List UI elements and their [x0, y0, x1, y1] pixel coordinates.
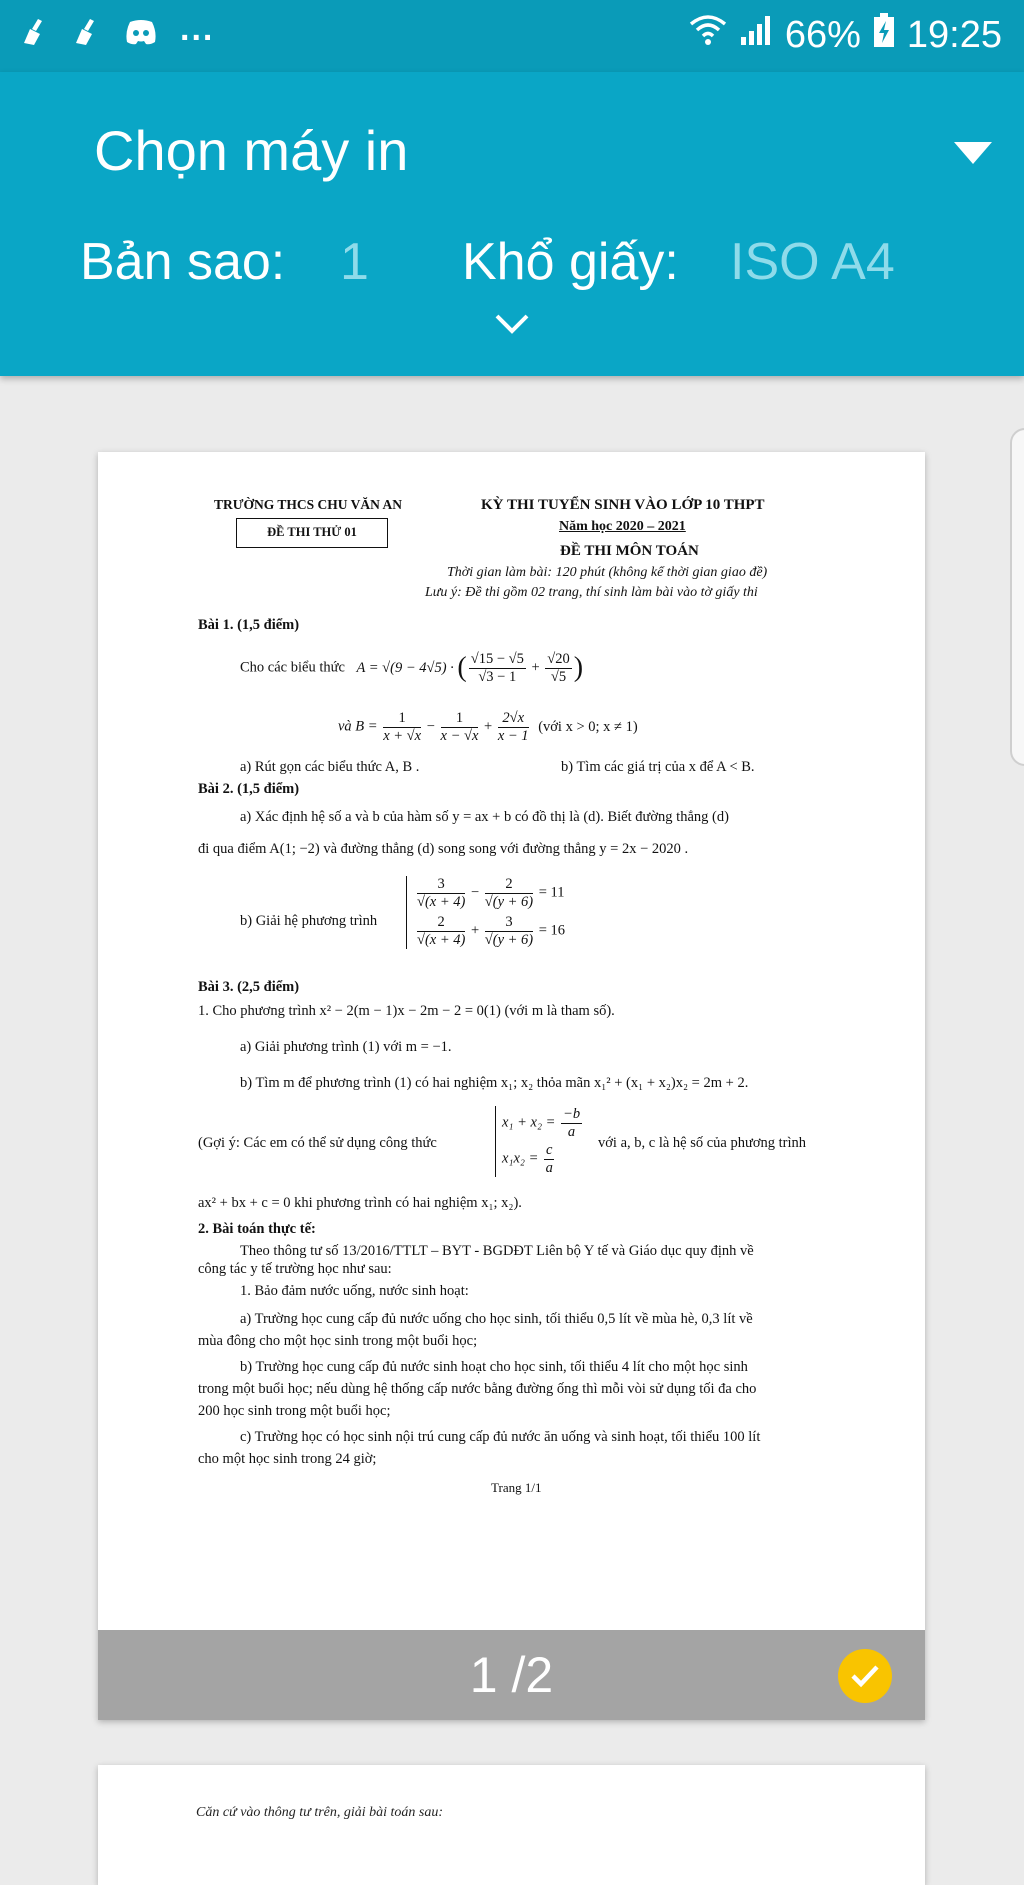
exam-note: Lưu ý: Đề thi gồm 02 trang, thí sinh làm bài vào tờ giấy thi	[425, 585, 758, 600]
exam-subject: ĐỀ THI MÔN TOÁN	[560, 543, 699, 559]
bai2-title: Bài 2. (1,5 điểm)	[198, 781, 300, 797]
status-bar	[0, 0, 1024, 72]
chevron-down-icon[interactable]	[952, 140, 994, 171]
bai3-part-b: b) Tìm m để phương trình (1) có hai nghiệm x₁; x₂ thỏa mãn x₁² + (x₁ + x₂)x₂ = 2m + 2.	[240, 1075, 749, 1091]
exam-code: ĐỀ THI THỬ 01	[236, 518, 388, 548]
equation-system: $\frac{3}{√(x + 4)}$ − $\frac{2}{√(y + 6)}$ = 11 $\frac{2}{√(x + 4)}$ + $\frac{3}{√(y + 6)}$ = 16	[406, 876, 565, 949]
part2-b1: b) Trường học cung cấp đủ nước sinh hoạt cho học sinh, tối thiểu 4 lít cho một học sinh	[240, 1359, 748, 1375]
page-preview-2[interactable]	[98, 1765, 925, 1885]
bai2-part-a2: đi qua điểm A(1; −2) và đường thẳng (d) song song với đường thẳng y = 2x − 2020 .	[198, 841, 689, 857]
copies-input[interactable]: 1	[340, 233, 369, 291]
school-name: TRƯỜNG THCS CHU VĂN AN	[214, 497, 403, 512]
bai1-expr-a: Cho các biểu thức A = √(9 − 4√5) · ( $\frac{√15 - √5}{√3 - 1}$ + $\frac{√20}{√5}$ )	[240, 651, 584, 685]
hint-line2: ax² + bx + c = 0 khi phương trình có hai nghiệm x₁; x₂).	[198, 1195, 522, 1211]
signal-icon	[739, 13, 773, 57]
vieta-formulas: x₁ + x₂ = $\frac{-b}{a}$ x₁x₂ = $\frac{c}{a}$	[495, 1106, 584, 1177]
paper-size-select[interactable]: ISO A4	[730, 233, 895, 291]
hint-end: với a, b, c là hệ số của phương trình	[598, 1135, 807, 1151]
part2-a1: a) Trường học cung cấp đủ nước uống cho học sinh, tối thiểu 0,5 lít về mùa hè, 0,3 lít về	[240, 1311, 753, 1327]
part2-title: 2. Bài toán thực tế:	[198, 1221, 316, 1237]
part2-c1: c) Trường học có học sinh nội trú cung cấp đủ nước ăn uống và sinh hoạt, tối thiểu 100 lít	[240, 1429, 761, 1445]
exam-year: Năm học 2020 – 2021	[559, 519, 686, 534]
bai3-line1: 1. Cho phương trình x² − 2(m − 1)x − 2m − 2 = 0(1) (với m là tham số).	[198, 1003, 615, 1019]
page-preview-footer	[98, 1630, 925, 1720]
clock: 19:25	[906, 13, 1002, 56]
broom-icon	[72, 17, 102, 47]
bai1-intro: Cho các biểu thức	[240, 659, 345, 676]
print-options-header	[0, 72, 1024, 376]
part2-c2: cho một học sinh trong 24 giờ;	[198, 1451, 377, 1467]
expand-options-icon[interactable]	[494, 312, 530, 341]
page2-text: Căn cứ vào thông tư trên, giải bài toán sau:	[196, 1805, 444, 1820]
broom-icon	[20, 17, 50, 47]
bai1-part-b: b) Tìm các giá trị của x để A < B.	[561, 759, 755, 775]
part2-a2: mùa đông cho một học sinh trong một buổi học;	[198, 1333, 478, 1349]
part2-line1: Theo thông tư số 13/2016/TTLT – BYT - BGDĐT Liên bộ Y tế và Giáo dục quy định về	[240, 1243, 754, 1259]
page-indicator: 1 /2	[469, 1647, 554, 1703]
part2-line2: công tác y tế trường học như sau:	[198, 1261, 392, 1277]
part2-b2: trong một buổi học; nếu dùng hệ thống cấp nước bằng đường ống thì mỗi vòi sử dụng tối đa cho	[198, 1381, 757, 1397]
hint-start: (Gợi ý: Các em có thể sử dụng công thức	[198, 1135, 437, 1151]
exam-title: KỲ THI TUYỂN SINH VÀO LỚP 10 THPT	[481, 497, 765, 513]
part2-line3: 1. Bảo đảm nước uống, nước sinh hoạt:	[240, 1283, 469, 1299]
bai2-part-a1: a) Xác định hệ số a và b của hàm số y = ax + b có đồ thị là (d). Biết đường thẳng (d)	[240, 809, 729, 825]
part2-b3: 200 học sinh trong một buổi học;	[198, 1403, 391, 1419]
discord-icon	[124, 18, 158, 46]
bai1-part-a: a) Rút gọn các biểu thức A, B .	[240, 759, 420, 775]
bai1-title: Bài 1. (1,5 điểm)	[198, 617, 300, 633]
paper-size-label: Khổ giấy:	[462, 233, 679, 291]
copies-label: Bản sao:	[80, 233, 286, 291]
bai3-title: Bài 3. (2,5 điểm)	[198, 979, 300, 995]
bai1-expr-b: và B = $\frac{1}{x + √x}$ − $\frac{1}{x - √x}$ + $\frac{2√x}{x - 1}$ (với x > 0; x ≠ 1)	[338, 710, 638, 744]
printer-select[interactable]: Chọn máy in	[94, 119, 409, 182]
page-footer: Trang 1/1	[491, 1480, 542, 1495]
scroll-handle[interactable]	[1010, 428, 1024, 766]
more-notifications: ...	[180, 10, 215, 48]
bai2-part-b: b) Giải hệ phương trình	[240, 913, 378, 929]
exam-time: Thời gian làm bài: 120 phút (không kể thời gian giao đề)	[447, 565, 768, 580]
bai3-part-a: a) Giải phương trình (1) với m = −1.	[240, 1039, 452, 1055]
wifi-icon	[689, 12, 727, 58]
battery-level: 66%	[784, 13, 861, 56]
battery-charging-icon	[873, 13, 895, 57]
page-selected-checkbox[interactable]	[838, 1649, 892, 1703]
page-preview[interactable]	[98, 452, 925, 1720]
